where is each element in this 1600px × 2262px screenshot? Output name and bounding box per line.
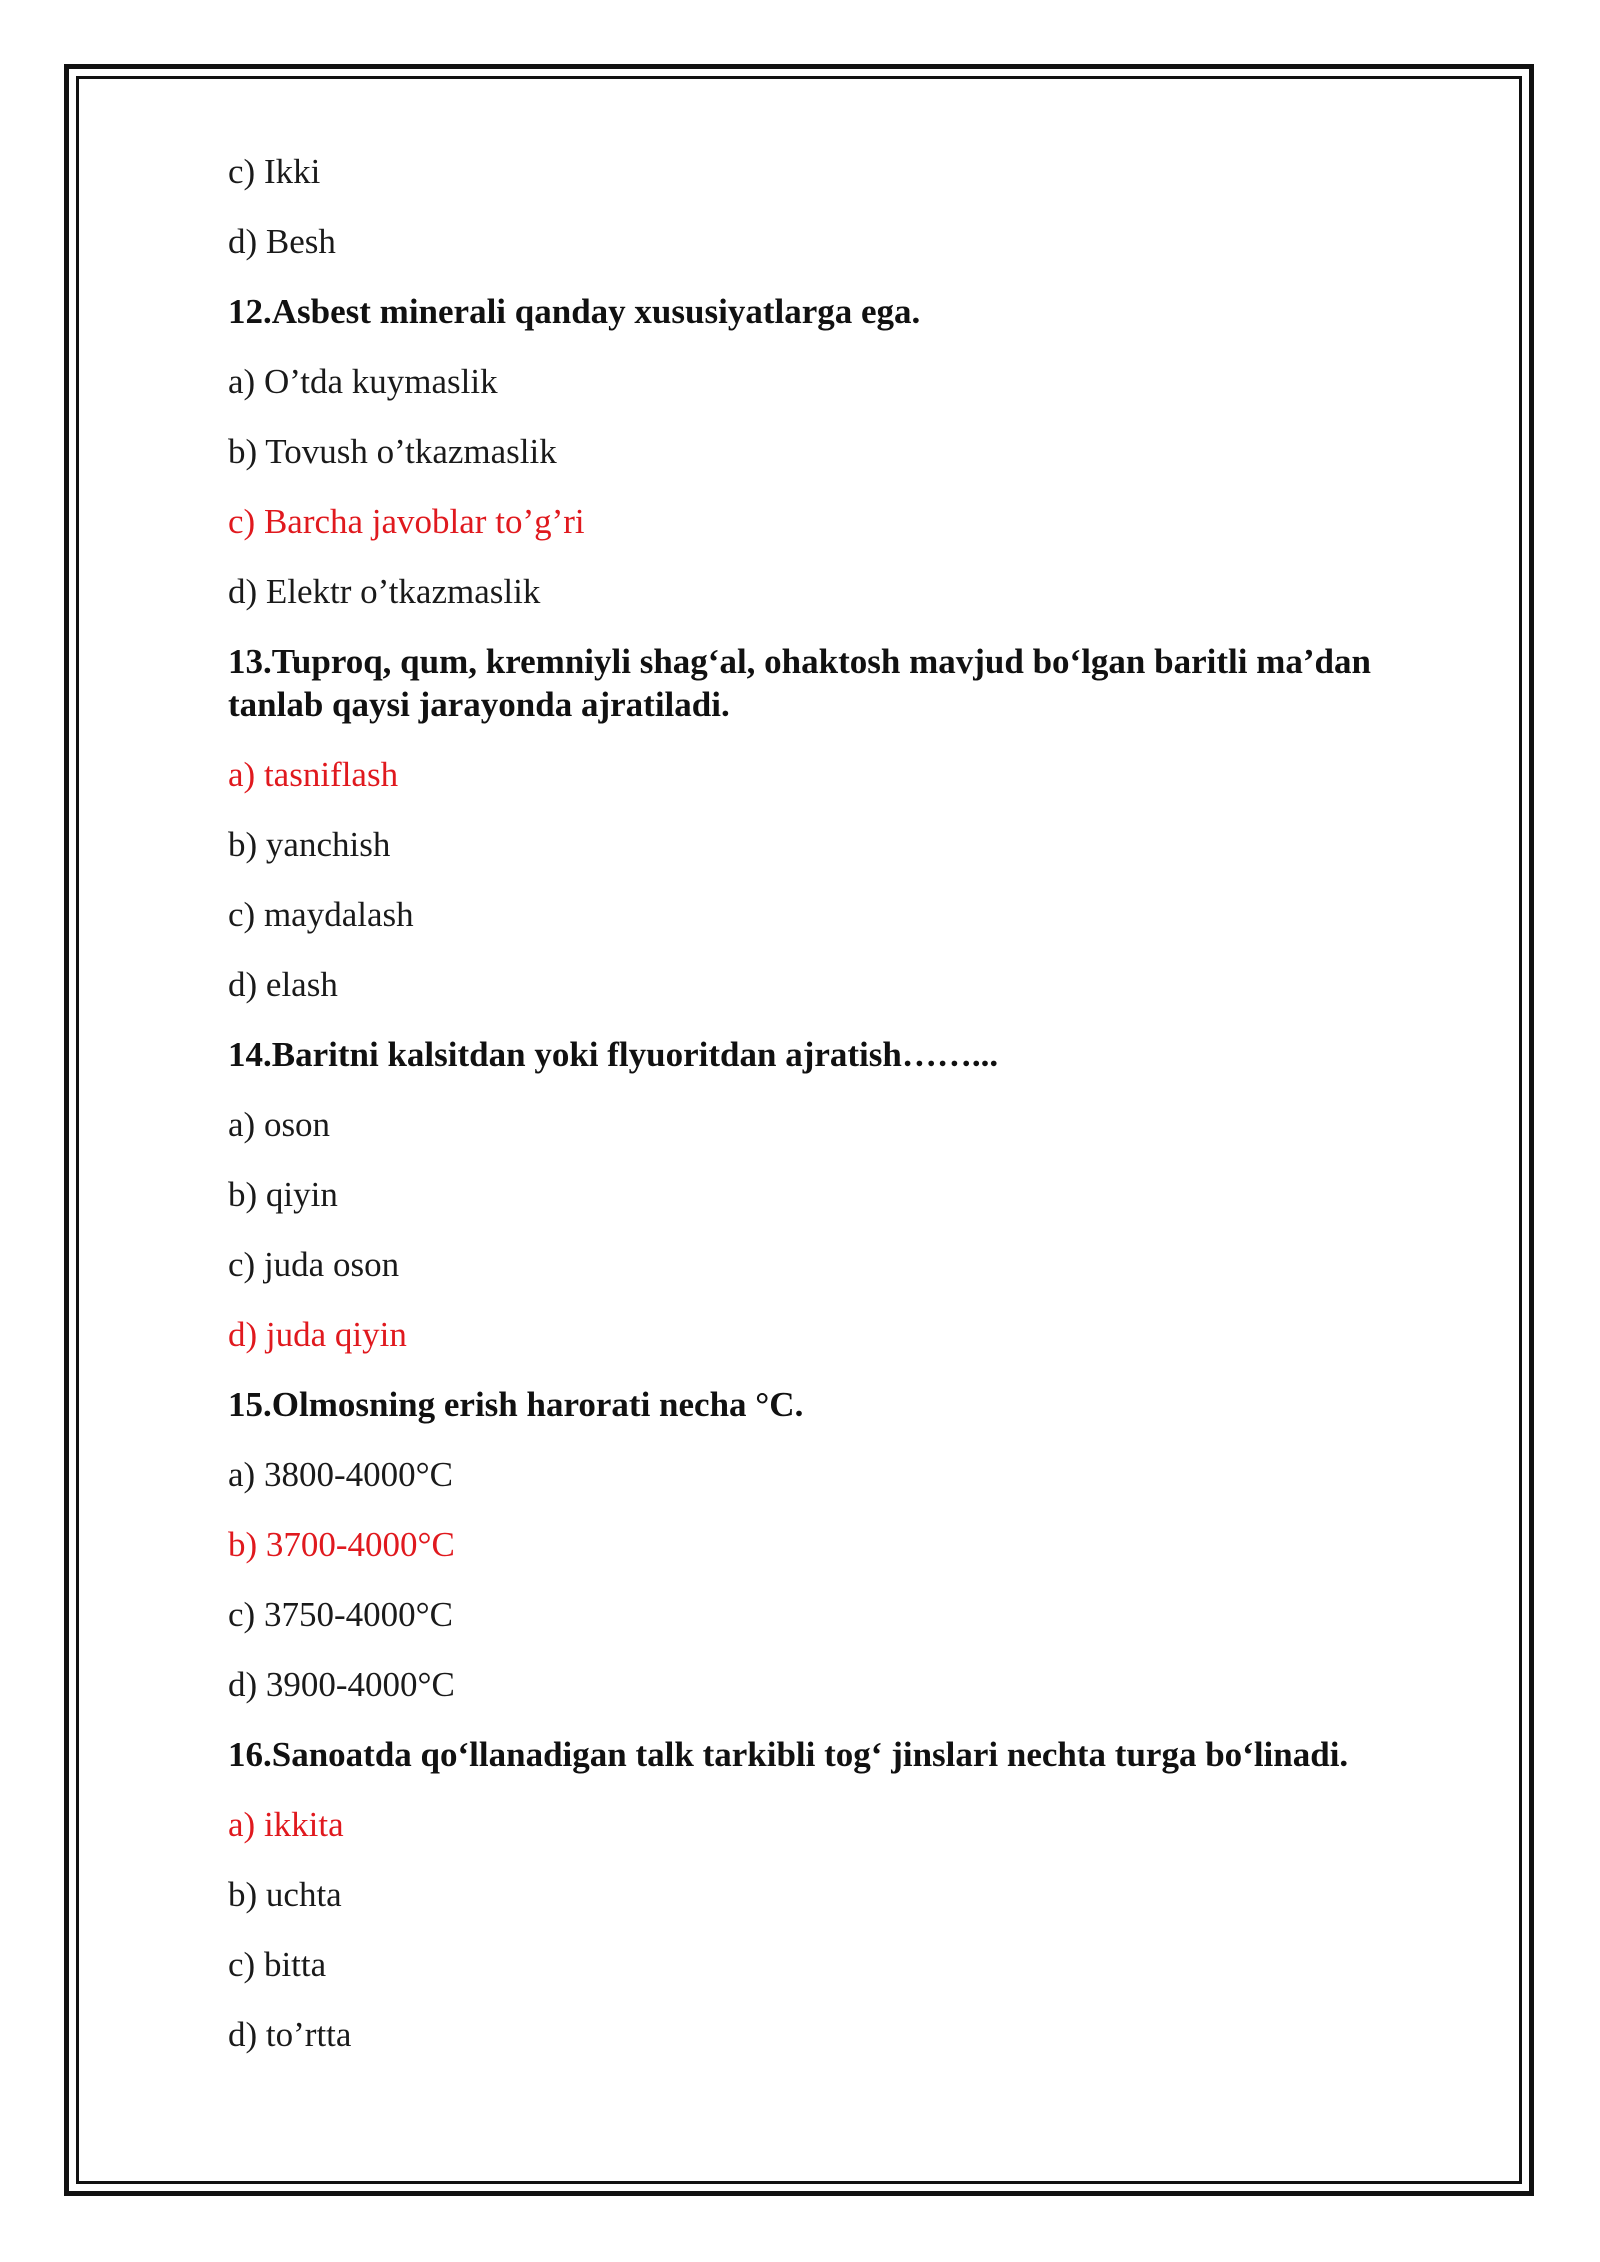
option-c: c) Ikki	[228, 152, 321, 191]
option-d-correct: d) juda qiyin	[228, 1315, 407, 1354]
option-c: c) juda oson	[228, 1245, 400, 1284]
option-a-correct: a) ikkita	[228, 1805, 344, 1844]
option-a: a) 3800-4000°C	[228, 1455, 453, 1494]
question-16: 16.Sanoatda qo‘llanadigan talk tarkibli tog‘ jinslari nechta turga bo‘linadi.	[228, 1735, 1349, 1774]
question-15: 15.Olmosning erish harorati necha °C.	[228, 1385, 804, 1424]
option-d: d) elash	[228, 965, 338, 1004]
option-c-correct: c) Barcha javoblar to’g’ri	[228, 502, 585, 541]
option-d: d) Besh	[228, 222, 336, 261]
option-d: d) Elektr o’tkazmaslik	[228, 572, 541, 611]
option-b-correct: b) 3700-4000°C	[228, 1525, 455, 1564]
option-b: b) qiyin	[228, 1175, 338, 1214]
option-c: c) 3750-4000°C	[228, 1595, 453, 1634]
option-d: d) to’rtta	[228, 2015, 352, 2054]
option-c: c) maydalash	[228, 895, 414, 934]
quiz-content	[228, 150, 1468, 2083]
option-b: b) uchta	[228, 1875, 342, 1914]
option-a: a) O’tda kuymaslik	[228, 362, 498, 401]
question-14: 14.Baritni kalsitdan yoki flyuoritdan ajratish……...	[228, 1035, 999, 1074]
option-a-correct: a) tasniflash	[228, 755, 399, 794]
option-b: b) Tovush o’tkazmaslik	[228, 432, 557, 471]
option-c: c) bitta	[228, 1945, 327, 1984]
option-d: d) 3900-4000°C	[228, 1665, 455, 1704]
question-13: 13.Tuproq, qum, kremniyli shag‘al, ohaktosh mavjud bo‘lgan baritli ma’dan tanlab qaysi jarayonda ajratiladi.	[228, 642, 1371, 724]
option-b: b) yanchish	[228, 825, 391, 864]
option-a: a) oson	[228, 1105, 331, 1144]
question-12: 12.Asbest minerali qanday xususiyatlarga ega.	[228, 292, 921, 331]
